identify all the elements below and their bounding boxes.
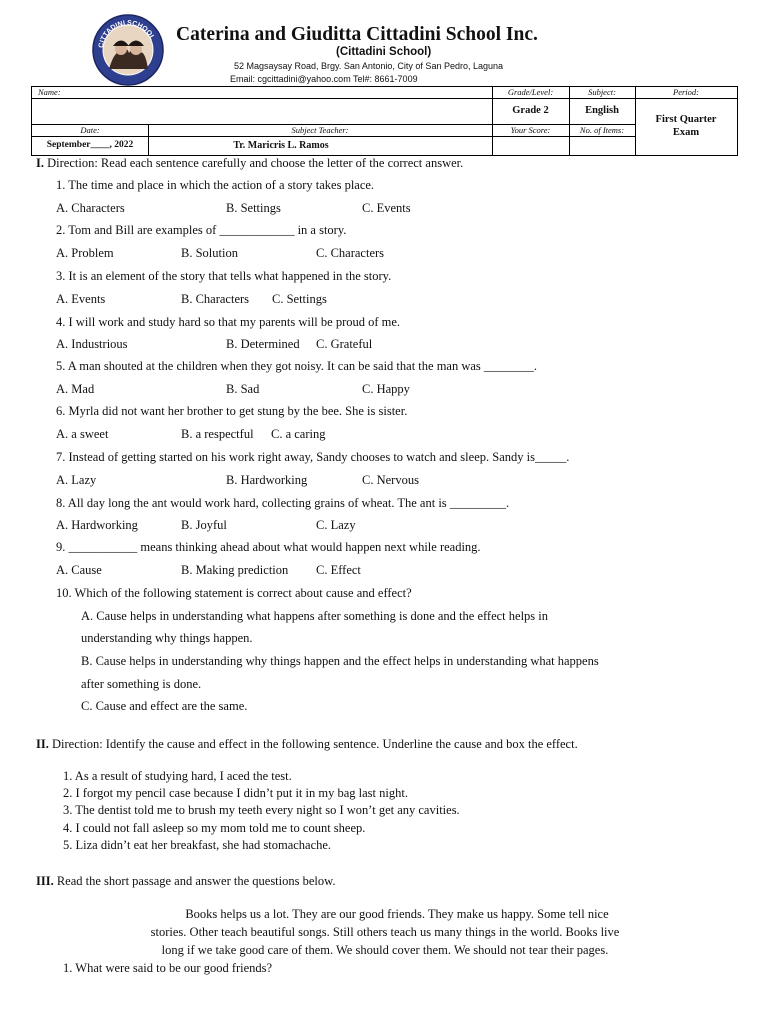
q4-option-b: B. Determined [226,337,300,351]
school-contact: Email: cgcittadini@yahoo.com Tel#: 8661-7009 [230,74,418,84]
subject-value: English [585,105,619,116]
list-item: 1. As a result of studying hard, I aced the test. [63,769,292,783]
part2-direction-text: Direction: Identify the cause and effect in the following sentence. Underline the cause and box the effect. [48,737,578,751]
q9-option-b: B. Making prediction [181,563,289,577]
number-of-items-label: No. of Items: [579,125,625,135]
list-item: 2. I forgot my pencil case because I didn’t put it in my bag last night. [63,786,408,800]
date-value: September____, 2022 [46,140,134,150]
school-short-name: (Cittadini School) [336,46,432,58]
q4-option-c: C. Grateful [316,337,373,351]
subject-teacher-value: Tr. Maricris L. Ramos [233,140,329,151]
subject-label: Subject: [588,87,616,97]
q2-option-a: A. Problem [56,246,114,260]
part1-direction-text: Direction: Read each sentence carefully and choose the letter of the correct answer. [44,156,464,170]
question-5: 5. A man shouted at the children when they got noisy. It can be said that the man was ________. [56,359,538,373]
q5-option-b: B. Sad [226,382,260,396]
q10-option-c: C. Cause and effect are the same. [81,699,248,713]
q1-option-a: A. Characters [56,201,125,215]
q6-option-a: A. a sweet [56,427,109,441]
question-1: 1. The time and place in which the action of a story takes place. [56,178,375,192]
q4-option-a: A. Industrious [56,337,128,351]
q3-option-a: A. Events [56,292,106,306]
passage-line: stories. Other teach beautiful songs. Still others teach us many things in the world. Books live [150,925,620,939]
part2-numeral: II. [36,737,49,751]
name-field[interactable] [32,99,492,124]
question-2: 2. Tom and Bill are examples of ____________ in a story. [56,223,347,237]
subject-teacher-label: Subject Teacher: [291,125,349,135]
q5-option-a: A. Mad [56,382,95,396]
q10-option-a-line2: understanding why things happen. [81,631,253,645]
part2-direction [36,737,578,752]
part3-question-1: 1. What were said to be our good friends? [63,961,273,975]
q3-option-b: B. Characters [181,292,250,306]
number-of-items-field[interactable] [569,137,635,155]
q6-option-b: B. a respectful [181,427,254,441]
list-item: 3. The dentist told me to brush my teeth every night so I won’t get any cavities. [63,803,460,817]
q7-option-c: C. Nervous [362,473,419,487]
part3-direction-text: Read the short passage and answer the questions below. [53,874,336,888]
question-7: 7. Instead of getting started on his work right away, Sandy chooses to watch and sleep. Sandy is_____. [56,450,570,464]
q7-option-a: A. Lazy [56,473,97,487]
question-10: 10. Which of the following statement is correct about cause and effect? [56,586,412,600]
name-label: Name: [38,87,61,97]
q8-option-c: C. Lazy [316,518,356,532]
period-value-line1: First Quarter [655,114,717,125]
part1-numeral: I. [36,156,44,170]
q10-option-b-line2: after something is done. [81,677,202,691]
question-4: 4. I will work and study hard so that my parents will be proud of me. [56,315,401,329]
list-item: 4. I could not fall asleep so my mom told me to count sheep. [63,821,366,835]
q10-option-a-line1: A. Cause helps in understanding what happens after something is done and the effect helps in [81,609,549,623]
q8-option-a: A. Hardworking [56,518,138,532]
part3-direction [36,874,335,889]
grade-level-label: Grade/Level: [507,87,554,97]
passage-line: Books helps us a lot. They are our good friends. They make us happy. Some tell nice [185,907,609,921]
q2-option-c: C. Characters [316,246,385,260]
question-8: 8. All day long the ant would work hard, collecting grains of wheat. The ant is _________. [56,496,510,510]
school-name: Caterina and Giuditta Cittadini School Inc. [176,24,538,45]
q6-option-c: C. a caring [271,427,326,441]
question-6: 6. Myrla did not want her brother to get stung by the bee. She is sister. [56,404,408,418]
student-info-table [31,86,738,156]
question-3: 3. It is an element of the story that tells what happened in the story. [56,269,392,283]
q1-option-b: B. Settings [226,201,281,215]
school-address: 52 Magsaysay Road, Brgy. San Antonio, City of San Pedro, Laguna [234,61,503,71]
passage-line: long if we take good care of them. We should cover them. We should not tear their pages. [161,943,609,957]
part1-direction [36,156,463,171]
period-label: Period: [673,87,699,97]
period-value-line2: Exam [672,127,700,138]
part3-numeral: III. [36,874,54,888]
your-score-field[interactable] [492,137,569,155]
question-9: 9. ___________ means thinking ahead about what would happen next while reading. [56,540,481,554]
your-score-label: Your Score: [510,125,551,135]
q10-option-b-line1: B. Cause helps in understanding why things happen and the effect helps in understanding what happens [81,654,599,668]
q5-option-c: C. Happy [362,382,410,396]
q9-option-c: C. Effect [316,563,361,577]
date-label: Date: [80,125,100,135]
svg-text:CITTADINI SCHOOL: CITTADINI SCHOOL [98,19,156,49]
q2-option-b: B. Solution [181,246,238,260]
list-item: 5. Liza didn’t eat her breakfast, she had stomachache. [63,838,332,852]
q3-option-c: C. Settings [272,292,327,306]
q8-option-b: B. Joyful [181,518,227,532]
q1-option-c: C. Events [362,201,411,215]
q9-option-a: A. Cause [56,563,102,577]
school-seal-logo [91,13,165,87]
grade-level-value: Grade 2 [512,105,549,116]
q7-option-b: B. Hardworking [226,473,308,487]
